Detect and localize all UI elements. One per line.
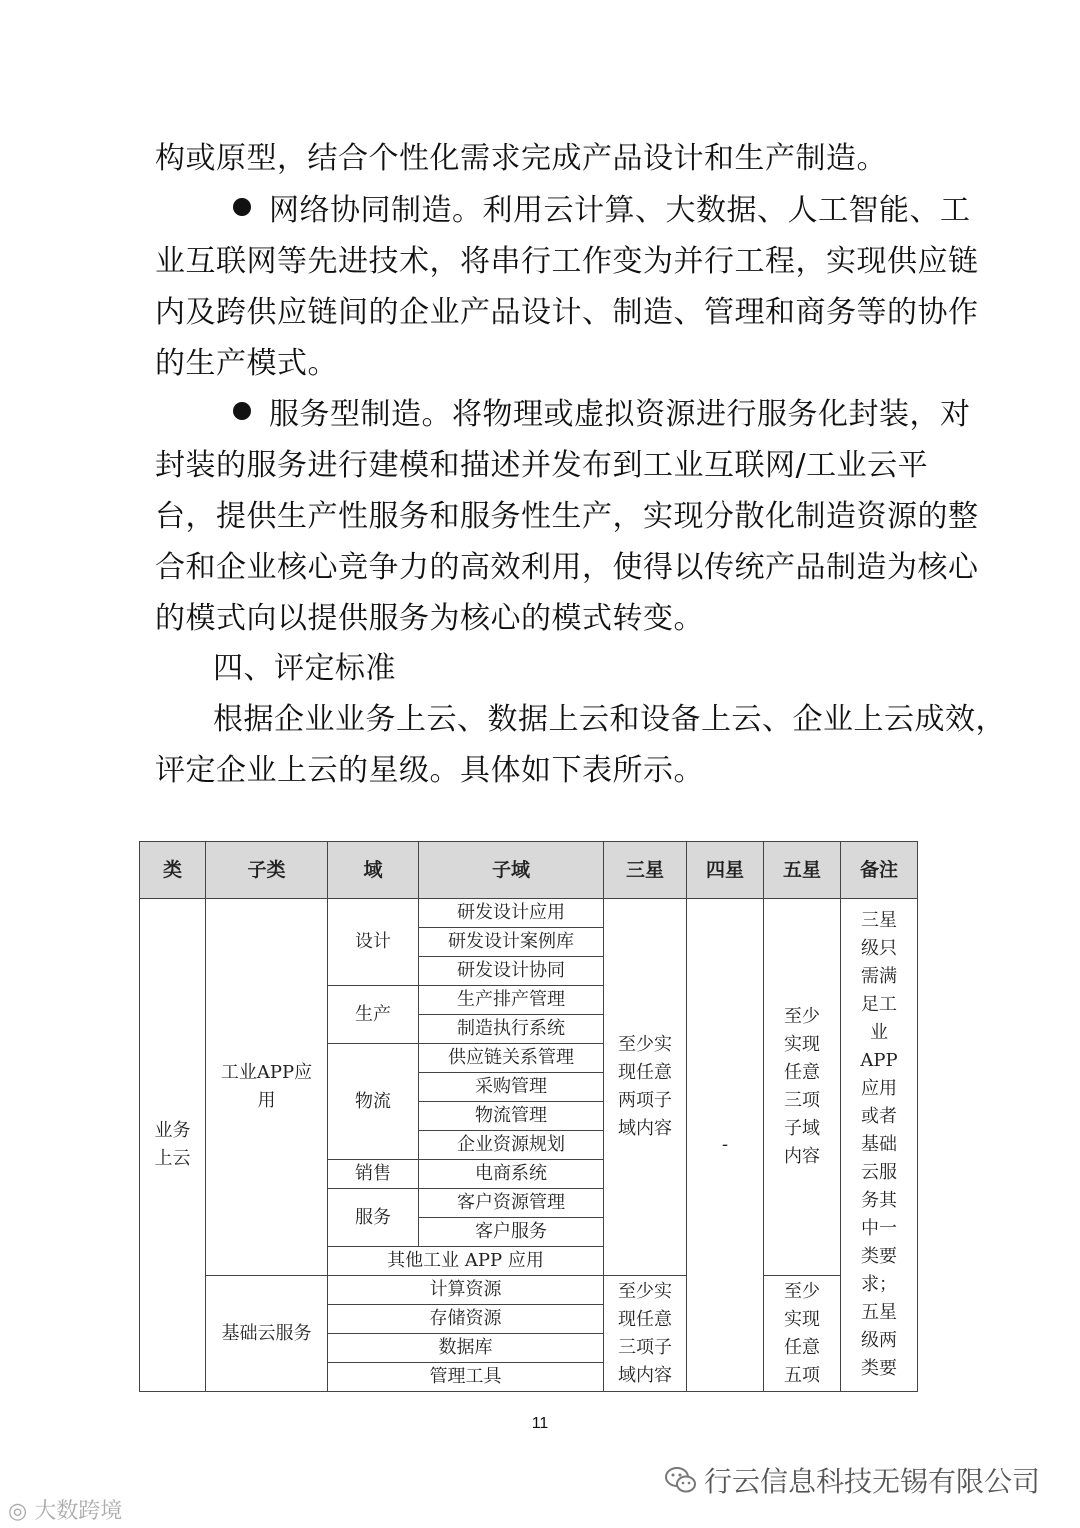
paragraph-line: 根据企业业务上云、数据上云和设备上云、企业上云成效，: [213, 702, 1006, 737]
header-four-star: 四星: [687, 842, 764, 899]
paragraph-line: 封装的服务进行建模和描述并发布到工业互联网/工业云平: [155, 448, 929, 483]
table-row: [140, 1276, 918, 1305]
five-star-cloud-cell: 至少实现任意五项: [764, 1276, 841, 1392]
three-star-cloud-cell: 至少实现任意三项子域内容: [604, 1276, 687, 1392]
domain-production: 生产: [328, 986, 419, 1044]
subdomain-cell: 研发设计应用: [419, 899, 604, 928]
domain-sales: 销售: [328, 1160, 419, 1189]
subdomain-cell: 数据库: [328, 1334, 604, 1363]
watermark-text: 行云信息科技无锡有限公司: [703, 1465, 1040, 1498]
subdomain-cell: 供应链关系管理: [419, 1044, 604, 1073]
subdomain-cell: 采购管理: [419, 1073, 604, 1102]
paragraph-line: 构或原型，结合个性化需求完成产品设计和生产制造。: [155, 141, 887, 176]
three-star-app-cell: 至少实现任意两项子域内容: [604, 899, 687, 1276]
table-row: [140, 899, 918, 928]
paragraph-line: 业互联网等先进技术，将串行工作变为并行工程，实现供应链: [155, 244, 979, 279]
header-remark: 备注: [841, 842, 918, 899]
bullet-item: [233, 194, 971, 228]
five-star-app-cell: 至少实现任意三项子域内容: [764, 899, 841, 1276]
subdomain-cell: 生产排产管理: [419, 986, 604, 1015]
bullet-text: 服务型制造。将物理或虚拟资源进行服务化封装，对: [269, 397, 971, 432]
bullet-icon: [233, 198, 251, 216]
bullet-text: 网络协同制造。利用云计算、大数据、人工智能、工: [269, 193, 971, 228]
four-star-cell: -: [687, 899, 764, 1392]
paragraph-line: 合和企业核心竞争力的高效利用，使得以传统产品制造为核心: [155, 550, 979, 585]
paragraph-line: 的生产模式。: [155, 346, 338, 381]
watermark-logo-text: 大数跨境: [34, 1499, 123, 1524]
subdomain-cell: 企业资源规划: [419, 1131, 604, 1160]
paragraph-line: 评定企业上云的星级。具体如下表所示。: [155, 753, 704, 788]
header-subcategory: 子类: [206, 842, 328, 899]
rating-table: [139, 841, 918, 1392]
page-number: 11: [531, 1415, 549, 1432]
subdomain-cell: 物流管理: [419, 1102, 604, 1131]
bullet-icon: [233, 402, 251, 420]
paragraph-line: 内及跨供应链间的企业产品设计、制造、管理和商务等的协作: [155, 295, 979, 330]
subdomain-cell: 客户服务: [419, 1218, 604, 1247]
subcategory-cloud-cell: 基础云服务: [206, 1276, 328, 1392]
subdomain-cell: 管理工具: [328, 1363, 604, 1392]
header-five-star: 五星: [764, 842, 841, 899]
bullet-item: [233, 398, 971, 432]
wechat-icon: [664, 1463, 698, 1497]
category-cell: 业务上云: [140, 899, 206, 1392]
header-domain: 域: [328, 842, 419, 899]
header-category: 类: [140, 842, 206, 899]
table-header-row: [140, 842, 918, 899]
remark-cell: 三星级只需满足工业APP应用或者基础云服务其中一类要求；五星级两类要: [841, 899, 918, 1392]
domain-design: 设计: [328, 899, 419, 986]
watermark-logo-icon: ◎: [8, 1499, 28, 1524]
subdomain-cell: 计算资源: [328, 1276, 604, 1305]
header-subdomain: 子域: [419, 842, 604, 899]
domain-logistics: 物流: [328, 1044, 419, 1160]
paragraph-line: 台，提供生产性服务和服务性生产，实现分散化制造资源的整: [155, 499, 979, 534]
watermark-wechat: [664, 1460, 1040, 1500]
subdomain-cell: 客户资源管理: [419, 1189, 604, 1218]
subdomain-cell: 研发设计协同: [419, 957, 604, 986]
subdomain-cell: 制造执行系统: [419, 1015, 604, 1044]
subcategory-app-cell: 工业APP应用: [206, 899, 328, 1276]
subdomain-cell: 存储资源: [328, 1305, 604, 1334]
domain-service: 服务: [328, 1189, 419, 1247]
header-three-star: 三星: [604, 842, 687, 899]
domain-other: 其他工业 APP 应用: [328, 1247, 604, 1276]
subdomain-cell: 电商系统: [419, 1160, 604, 1189]
section-heading: 四、评定标准: [213, 651, 396, 686]
watermark-logo: [8, 1494, 122, 1525]
subdomain-cell: 研发设计案例库: [419, 928, 604, 957]
paragraph-line: 的模式向以提供服务为核心的模式转变。: [155, 601, 704, 636]
